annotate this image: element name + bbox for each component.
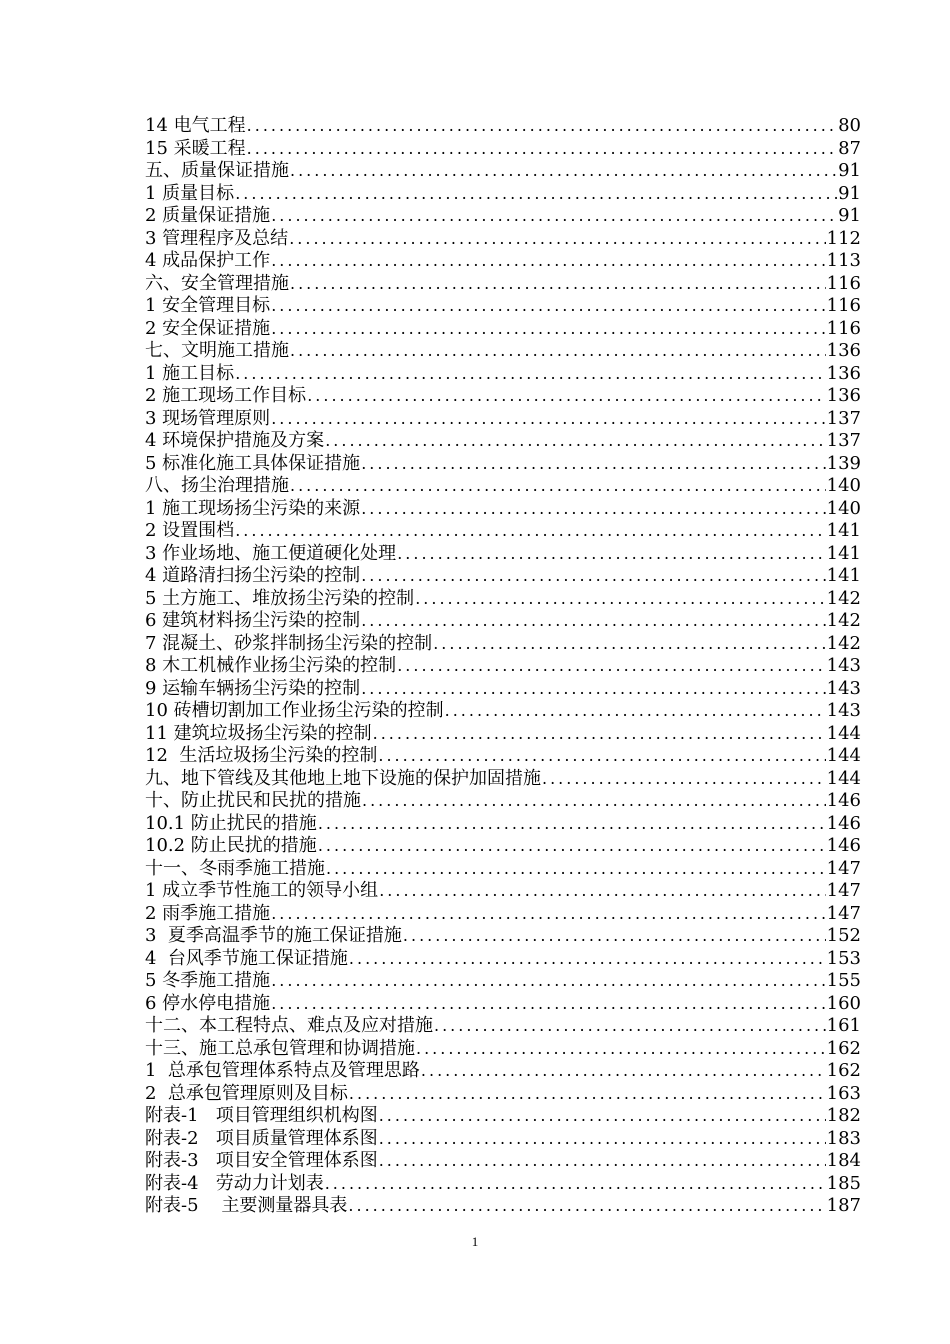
toc-leader-dots (373, 723, 826, 746)
toc-entry-title: 6 建筑材料扬尘污染的控制 (145, 610, 361, 631)
toc-leader-dots (416, 1038, 826, 1061)
toc-entry[interactable] (145, 205, 861, 228)
toc-entry-page: 141 (826, 542, 861, 564)
toc-entry[interactable] (145, 925, 861, 948)
toc-entry[interactable] (145, 880, 861, 903)
toc-leader-dots (397, 543, 825, 566)
toc-entry-page: 136 (826, 340, 861, 361)
toc-entry-title: 4 成品保护工作 (145, 250, 271, 271)
toc-entry[interactable] (145, 115, 861, 138)
toc-entry[interactable] (145, 1195, 861, 1218)
toc-leader-dots (397, 655, 825, 678)
toc-entry[interactable] (145, 858, 861, 881)
toc-leader-dots (349, 948, 826, 971)
toc-leader-dots (271, 250, 825, 273)
toc-entry[interactable] (145, 1083, 861, 1106)
toc-leader-dots (542, 768, 826, 791)
toc-leader-dots (271, 903, 825, 926)
toc-leader-dots (325, 1173, 826, 1196)
page-number: 1 (471, 1234, 479, 1249)
toc-entry-title: 8 木工机械作业扬尘污染的控制 (145, 655, 397, 676)
toc-entry-title: 4 环境保护措施及方案 (145, 430, 325, 451)
toc-entry[interactable] (145, 160, 861, 183)
toc-entry[interactable] (145, 250, 861, 273)
toc-entry-page: 185 (826, 1172, 861, 1194)
toc-entry-title: 11 建筑垃圾扬尘污染的控制 (145, 722, 372, 744)
toc-entry-title: 3 夏季高温季节的施工保证措施 (145, 925, 402, 946)
toc-entry-page: 143 (826, 655, 861, 676)
toc-entry-title: 6 停水停电措施 (145, 992, 271, 1014)
toc-leader-dots (290, 160, 837, 183)
toc-leader-dots (326, 858, 826, 881)
toc-entry[interactable] (145, 228, 861, 251)
toc-entry-title: 八、扬尘治理措施 (145, 475, 289, 496)
toc-entry-page: 162 (826, 1060, 861, 1081)
toc-entry[interactable] (145, 340, 861, 363)
toc-leader-dots (271, 993, 825, 1016)
toc-entry-page: 143 (826, 700, 861, 721)
toc-entry-title: 5 标准化施工具体保证措施 (145, 452, 361, 474)
toc-leader-dots (289, 228, 825, 251)
toc-leader-dots (421, 1060, 826, 1083)
toc-entry-page: 139 (826, 452, 861, 474)
toc-entry[interactable] (145, 543, 861, 566)
toc-leader-dots (290, 273, 826, 296)
toc-leader-dots (307, 385, 825, 408)
toc-leader-dots (290, 475, 826, 498)
toc-entry[interactable] (145, 1060, 861, 1083)
toc-leader-dots (434, 1015, 826, 1038)
toc-entry-page: 183 (826, 1127, 861, 1149)
toc-entry-page: 144 (826, 767, 861, 789)
toc-leader-dots (325, 430, 825, 453)
toc-entry-page: 162 (826, 1037, 861, 1059)
toc-entry-title: 14 电气工程 (145, 115, 246, 136)
toc-entry-title: 15 采暖工程 (145, 137, 246, 159)
toc-entry-title: 附表-4 劳动力计划表 (145, 1172, 324, 1194)
toc-entry-page: 142 (826, 610, 861, 631)
toc-entry-title: 10.2 防止民扰的措施 (145, 835, 317, 856)
toc-leader-dots (235, 183, 837, 206)
toc-leader-dots (247, 115, 837, 138)
toc-leader-dots (361, 498, 825, 521)
toc-entry[interactable] (145, 318, 861, 341)
toc-entry[interactable] (145, 1150, 861, 1173)
toc-entry[interactable] (145, 1128, 861, 1151)
toc-entry[interactable] (145, 970, 861, 993)
toc-entry-title: 3 现场管理原则 (145, 407, 271, 429)
toc-entry-title: 2 设置围档 (145, 520, 235, 541)
toc-entry-title: 1 总承包管理体系特点及管理思路 (145, 1060, 420, 1081)
toc-leader-dots (247, 138, 837, 161)
toc-entry-title: 1 质量目标 (145, 182, 235, 204)
toc-entry-page: 146 (826, 812, 861, 834)
toc-entry[interactable] (145, 610, 861, 633)
toc-entry-title: 九、地下管线及其他地上地下设施的保护加固措施 (145, 767, 541, 789)
toc-leader-dots (361, 453, 825, 476)
toc-entry-page: 116 (826, 317, 861, 339)
toc-entry-page: 80 (838, 115, 861, 136)
toc-entry[interactable] (145, 903, 861, 926)
toc-entry-page: 146 (826, 790, 861, 811)
toc-entry-title: 1 成立季节性施工的领导小组 (145, 880, 379, 901)
toc-leader-dots (379, 1105, 826, 1128)
toc-entry-page: 153 (826, 947, 861, 969)
toc-entry[interactable] (145, 948, 861, 971)
toc-entry-page: 136 (826, 385, 861, 406)
toc-entry[interactable] (145, 813, 861, 836)
toc-entry[interactable] (145, 1105, 861, 1128)
toc-entry[interactable] (145, 723, 861, 746)
toc-entry-title: 十二、本工程特点、难点及应对措施 (145, 1015, 433, 1036)
toc-entry[interactable] (145, 633, 861, 656)
toc-leader-dots (235, 363, 825, 386)
toc-entry-title: 2 施工现场工作目标 (145, 385, 307, 406)
toc-entry-title: 六、安全管理措施 (145, 272, 289, 294)
toc-leader-dots (361, 678, 825, 701)
toc-entry[interactable] (145, 408, 861, 431)
toc-leader-dots (379, 1128, 826, 1151)
toc-entry[interactable] (145, 430, 861, 453)
toc-entry-page: 182 (826, 1105, 861, 1126)
toc-entry-title: 9 运输车辆扬尘污染的控制 (145, 677, 361, 699)
toc-entry-title: 十一、冬雨季施工措施 (145, 857, 325, 879)
toc-entry-title: 十、防止扰民和民扰的措施 (145, 790, 361, 811)
toc-entry-title: 4 道路清扫扬尘污染的控制 (145, 565, 361, 586)
toc-entry-page: 142 (826, 587, 861, 609)
toc-leader-dots (361, 610, 825, 633)
toc-entry-page: 136 (826, 362, 861, 384)
toc-leader-dots (271, 205, 837, 228)
toc-leader-dots (271, 318, 825, 341)
toc-entry-page: 137 (826, 430, 861, 451)
toc-entry-title: 1 施工现场扬尘污染的来源 (145, 497, 361, 519)
toc-leader-dots (362, 790, 826, 813)
toc-entry-page: 116 (826, 295, 861, 316)
toc-entry-page: 87 (838, 137, 861, 159)
toc-entry[interactable] (145, 363, 861, 386)
toc-leader-dots (271, 408, 825, 431)
toc-entry-title: 2 安全保证措施 (145, 317, 271, 339)
toc-entry-page: 91 (838, 205, 861, 226)
toc-entry-page: 141 (826, 565, 861, 586)
table-of-contents (145, 115, 861, 1218)
toc-entry-page: 140 (826, 475, 861, 496)
toc-entry-title: 十三、施工总承包管理和协调措施 (145, 1037, 415, 1059)
toc-entry-page: 160 (826, 992, 861, 1014)
toc-entry-title: 3 作业场地、施工便道硬化处理 (145, 542, 397, 564)
toc-leader-dots (361, 565, 825, 588)
toc-entry[interactable] (145, 993, 861, 1016)
toc-entry[interactable] (145, 138, 861, 161)
toc-entry[interactable] (145, 183, 861, 206)
toc-entry-page: 184 (826, 1150, 861, 1171)
toc-leader-dots (349, 1083, 826, 1106)
toc-entry-title: 附表-3 项目安全管理体系图 (145, 1150, 378, 1171)
toc-entry[interactable] (145, 700, 861, 723)
toc-entry-page: 140 (826, 497, 861, 519)
toc-entry-title: 七、文明施工措施 (145, 340, 289, 361)
toc-entry-title: 1 安全管理目标 (145, 295, 271, 316)
toc-entry-title: 2 质量保证措施 (145, 205, 271, 226)
toc-entry[interactable] (145, 453, 861, 476)
toc-entry[interactable] (145, 588, 861, 611)
toc-leader-dots (318, 813, 826, 836)
toc-entry-page: 147 (826, 880, 861, 901)
toc-entry-title: 7 混凝土、砂浆拌制扬尘污染的控制 (145, 632, 433, 654)
toc-entry-page: 161 (826, 1015, 861, 1036)
toc-entry-title: 附表-5 主要测量器具表 (145, 1195, 348, 1216)
toc-leader-dots (445, 700, 826, 723)
toc-entry-title: 附表-2 项目质量管理体系图 (145, 1127, 378, 1149)
toc-entry-page: 91 (838, 160, 861, 181)
toc-entry[interactable] (145, 745, 861, 768)
toc-entry-page: 163 (826, 1082, 861, 1104)
toc-entry-title: 附表-1 项目管理组织机构图 (145, 1105, 378, 1126)
toc-entry[interactable] (145, 295, 861, 318)
toc-entry[interactable] (145, 655, 861, 678)
toc-entry-title: 5 冬季施工措施 (145, 970, 271, 991)
toc-entry[interactable] (145, 1173, 861, 1196)
toc-leader-dots (403, 925, 826, 948)
toc-leader-dots (378, 745, 825, 768)
toc-entry-page: 187 (826, 1195, 861, 1216)
toc-leader-dots (290, 340, 826, 363)
toc-entry[interactable] (145, 678, 861, 701)
toc-entry[interactable] (145, 498, 861, 521)
toc-entry-title: 2 总承包管理原则及目标 (145, 1082, 348, 1104)
toc-entry-title: 4 台风季节施工保证措施 (145, 947, 348, 969)
toc-leader-dots (379, 880, 825, 903)
toc-entry[interactable] (145, 273, 861, 296)
toc-entry[interactable] (145, 1038, 861, 1061)
toc-leader-dots (348, 1195, 825, 1218)
toc-entry-title: 10 砖槽切割加工作业扬尘污染的控制 (145, 700, 444, 721)
toc-leader-dots (235, 520, 825, 543)
toc-entry-title: 1 施工目标 (145, 362, 235, 384)
toc-entry-page: 155 (826, 970, 861, 991)
toc-leader-dots (318, 835, 826, 858)
toc-entry-page: 112 (826, 227, 861, 249)
toc-entry-page: 137 (826, 407, 861, 429)
toc-leader-dots (415, 588, 825, 611)
toc-entry[interactable] (145, 520, 861, 543)
toc-entry[interactable] (145, 475, 861, 498)
toc-entry-title: 5 土方施工、堆放扬尘污染的控制 (145, 587, 415, 609)
toc-entry-page: 144 (826, 745, 861, 766)
toc-leader-dots (379, 1150, 826, 1173)
toc-entry-page: 116 (826, 272, 861, 294)
toc-entry[interactable] (145, 835, 861, 858)
toc-entry-title: 五、质量保证措施 (145, 160, 289, 181)
toc-entry-page: 141 (826, 520, 861, 541)
toc-entry-page: 113 (826, 250, 861, 271)
toc-entry[interactable] (145, 768, 861, 791)
toc-entry-page: 142 (826, 632, 861, 654)
toc-entry[interactable] (145, 565, 861, 588)
toc-entry[interactable] (145, 790, 861, 813)
toc-entry-title: 2 雨季施工措施 (145, 902, 271, 924)
toc-entry-title: 10.1 防止扰民的措施 (145, 812, 317, 834)
toc-leader-dots (433, 633, 825, 656)
toc-leader-dots (271, 295, 825, 318)
toc-leader-dots (271, 970, 825, 993)
toc-entry-page: 147 (826, 902, 861, 924)
toc-entry-page: 143 (826, 677, 861, 699)
toc-entry-page: 146 (826, 835, 861, 856)
toc-entry[interactable] (145, 385, 861, 408)
toc-entry-page: 147 (826, 857, 861, 879)
toc-entry[interactable] (145, 1015, 861, 1038)
toc-entry-page: 152 (826, 925, 861, 946)
toc-entry-title: 3 管理程序及总结 (145, 227, 289, 249)
toc-entry-title: 12 生活垃圾扬尘污染的控制 (145, 745, 378, 766)
toc-entry-page: 144 (826, 722, 861, 744)
toc-entry-page: 91 (838, 182, 861, 204)
